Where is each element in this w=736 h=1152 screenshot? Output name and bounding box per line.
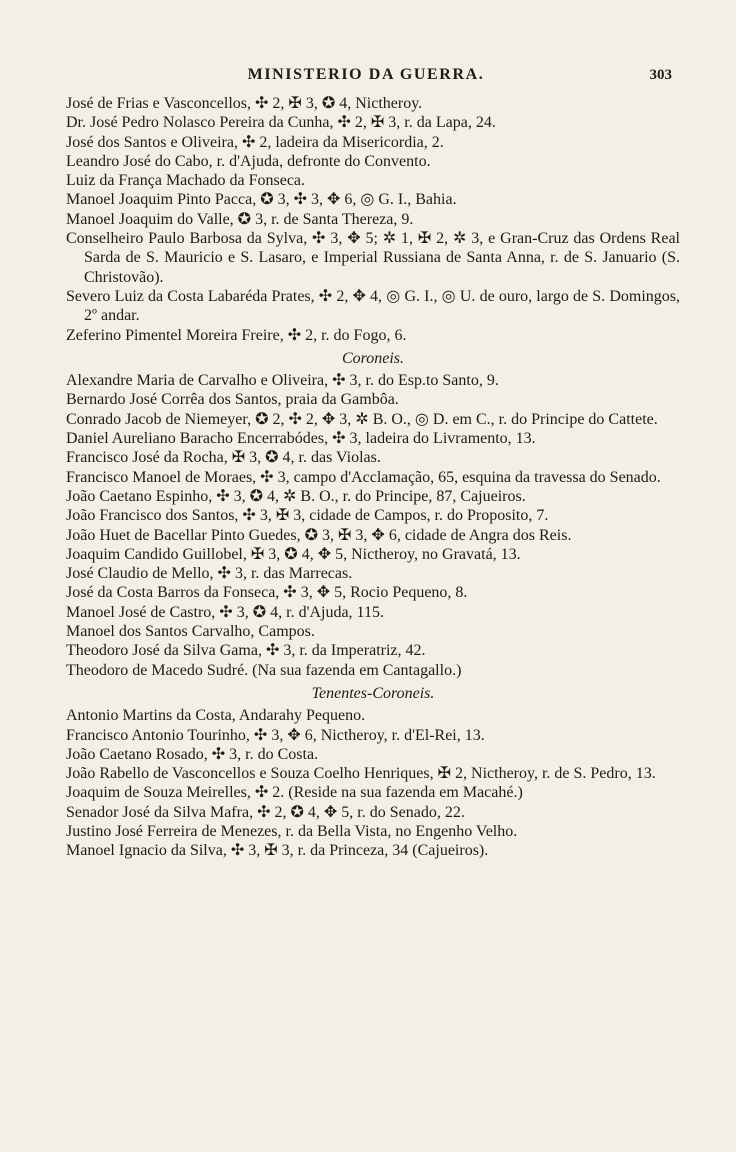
directory-entry: Joaquim de Souza Meirelles, ✣ 2. (Reside na sua fazenda em Macahé.) [66,784,523,802]
directory-entry: Senador José da Silva Mafra, ✣ 2, ✪ 4, ✥ 5, r. do Senado, 22. [66,803,465,821]
directory-entry: Zeferino Pimentel Moreira Freire, ✣ 2, r. do Fogo, 6. [66,326,407,344]
directory-entry: José dos Santos e Oliveira, ✣ 2, ladeira da Misericordia, 2. [66,133,444,151]
directory-entry: Leandro José do Cabo, r. d'Ajuda, defronte do Convento. [66,152,431,170]
directory-entry: Bernardo José Corrêa dos Santos, praia da Gambôa. [66,391,399,409]
directory-entry: João Huet de Bacellar Pinto Guedes, ✪ 3, ✠ 3, ✥ 6, cidade de Angra dos Reis. [66,526,572,544]
directory-entry: Francisco José da Rocha, ✠ 3, ✪ 4, r. das Violas. [66,449,381,467]
directory-entry: João Caetano Rosado, ✣ 3, r. do Costa. [66,745,319,763]
directory-entry: Manoel José de Castro, ✣ 3, ✪ 4, r. d'Ajuda, 115. [66,603,384,621]
directory-entry: Francisco Manoel de Moraes, ✣ 3, campo d'Acclamação, 65, esquina da travessa do Senado. [66,468,661,486]
directory-entry: Joaquim Candido Guillobel, ✠ 3, ✪ 4, ✥ 5, Nictheroy, no Gravatá, 13. [66,545,521,563]
directory-entry: Manoel Joaquim Pinto Pacca, ✪ 3, ✣ 3, ✥ 6, ◎ G. I., Bahia. [66,191,457,209]
directory-entry: Conselheiro Paulo Barbosa da Sylva, ✣ 3, ✥ 5; ✲ 1, ✠ 2, ✲ 3, e Gran-Cruz das Ordens Real Sarda de S. Mauricio e S. Lasaro, e Imperial Russiana de Santa Anna, r. de S. Januario (S. Christovão). [66,230,680,286]
directory-entry: Manoel dos Santos Carvalho, Campos. [66,623,315,641]
directory-entry: Daniel Aureliano Baracho Encerrabódes, ✣ 3, ladeira do Livramento, 13. [66,430,536,448]
directory-entry: José da Costa Barros da Fonseca, ✣ 3, ✥ 5, Rocio Pequeno, 8. [66,584,468,602]
directory-entry: João Rabello de Vasconcellos e Souza Coelho Henriques, ✠ 2, Nictheroy, r. de S. Pedro, 13. [66,765,656,783]
directory-entry: José Claudio de Mello, ✣ 3, r. das Marrecas. [66,565,353,583]
directory-entry: José de Frias e Vasconcellos, ✣ 2, ✠ 3, ✪ 4, Nictheroy. [66,95,423,112]
directory-entry: João Caetano Espinho, ✣ 3, ✪ 4, ✲ B. O., r. do Principe, 87, Cajueiros. [66,487,526,505]
directory-entry: Theodoro José da Silva Gama, ✣ 3, r. da Imperatriz, 42. [66,642,426,660]
directory-entry: João Francisco dos Santos, ✣ 3, ✠ 3, cidade de Campos, r. do Proposito, 7. [66,507,549,525]
directory-entry: Justino José Ferreira de Menezes, r. da Bella Vista, no Engenho Velho. [66,822,518,840]
directory-entry: Dr. José Pedro Nolasco Pereira da Cunha, ✣ 2, ✠ 3, r. da Lapa, 24. [66,114,496,132]
directory-entry: Alexandre Maria de Carvalho e Oliveira, ✣ 3, r. do Esp.to Santo, 9. [66,372,499,390]
page-number: 303 [649,67,672,83]
section-heading: Tenentes-Coroneis. [311,684,435,702]
directory-entry: Luiz da França Machado da Fonseca. [66,172,306,190]
running-head [60,66,672,90]
directory-entry: Antonio Martins da Costa, Andarahy Pequeno. [66,707,366,725]
directory-entry: Manoel Ignacio da Silva, ✣ 3, ✠ 3, r. da Princeza, 34 (Cajueiros). [66,842,489,860]
page-body [66,94,680,861]
page-title: MINISTERIO DA GUERRA. [247,66,485,83]
directory-entry: Severo Luiz da Costa Labaréda Prates, ✣ 2, ✥ 4, ◎ G. I., ◎ U. de ouro, largo de S. Domingos, 2º andar. [66,287,680,325]
directory-entry: Manoel Joaquim do Valle, ✪ 3, r. de Santa Thereza, 9. [66,210,414,228]
directory-entry: Conrado Jacob de Niemeyer, ✪ 2, ✣ 2, ✥ 3, ✲ B. O., ◎ D. em C., r. do Principe do Cattete. [66,410,658,428]
directory-entry: Theodoro de Macedo Sudré. (Na sua fazenda em Cantagallo.) [66,661,462,679]
section-heading: Coroneis. [341,349,405,367]
directory-entry: Francisco Antonio Tourinho, ✣ 3, ✥ 6, Nictheroy, r. d'El-Rei, 13. [66,726,485,744]
